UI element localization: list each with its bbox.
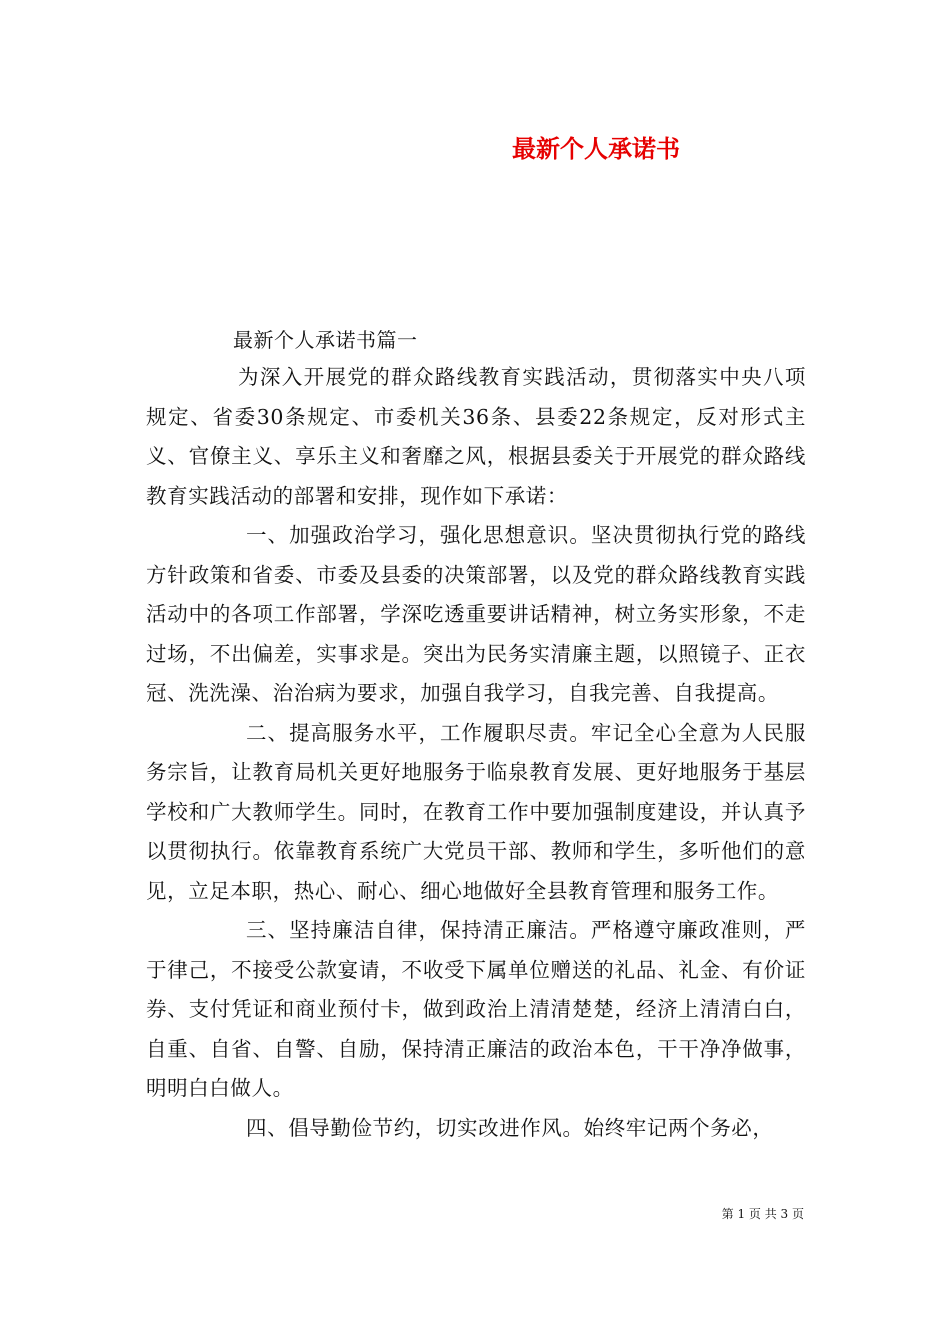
document-body bbox=[146, 358, 806, 1148]
paragraph-item-3: 三、坚持廉洁自律，保持清正廉洁。严格遵守廉政准则，严于律己，不接受公款宴请，不收受下属单位赠送的礼品、礼金、有价证券、支付凭证和商业预付卡，做到政治上清清楚楚，经济上清清白白，自重、自省、自警、自励，保持清正廉洁的政治本色，干干净净做事，明明白白做人。 bbox=[146, 918, 806, 1100]
section-heading: 最新个人承诺书篇一 bbox=[233, 328, 418, 352]
page-footer: 第 1 页 共 3 页 bbox=[721, 1207, 804, 1221]
paragraph-item-1: 一、加强政治学习，强化思想意识。坚决贯彻执行党的路线方针政策和省委、市委及县委的决策部署，以及党的群众路线教育实践活动中的各项工作部署，学深吃透重要讲话精神，树立务实形象，不走过场，不出偏差，实事求是。突出为民务实清廉主题，以照镜子、正衣冠、洗洗澡、治治病为要求，加强自我学习，自我完善、自我提高。 bbox=[146, 523, 806, 705]
paragraph-intro: 为深入开展党的群众路线教育实践活动，贯彻落实中央八项规定、省委30条规定、市委机关36条、县委22条规定，反对形式主义、官僚主义、享乐主义和奢靡之风，根据县委关于开展党的群众路线教育实践活动的部署和安排，现作如下承诺： bbox=[146, 365, 806, 508]
paragraph-item-2: 二、提高服务水平，工作履职尽责。牢记全心全意为人民服务宗旨，让教育局机关更好地服务于临泉教育发展、更好地服务于基层学校和广大教师学生。同时，在教育工作中要加强制度建设，并认真予以贯彻执行。依靠教育系统广大党员干部、教师和学生，多听他们的意见，立足本职，热心、耐心、细心地做好全县教育管理和服务工作。 bbox=[146, 720, 806, 903]
paragraph-item-4: 四、倡导勤俭节约，切实改进作风。始终牢记两个务必， bbox=[246, 1115, 774, 1140]
document-title: 最新个人承诺书 bbox=[512, 134, 680, 163]
